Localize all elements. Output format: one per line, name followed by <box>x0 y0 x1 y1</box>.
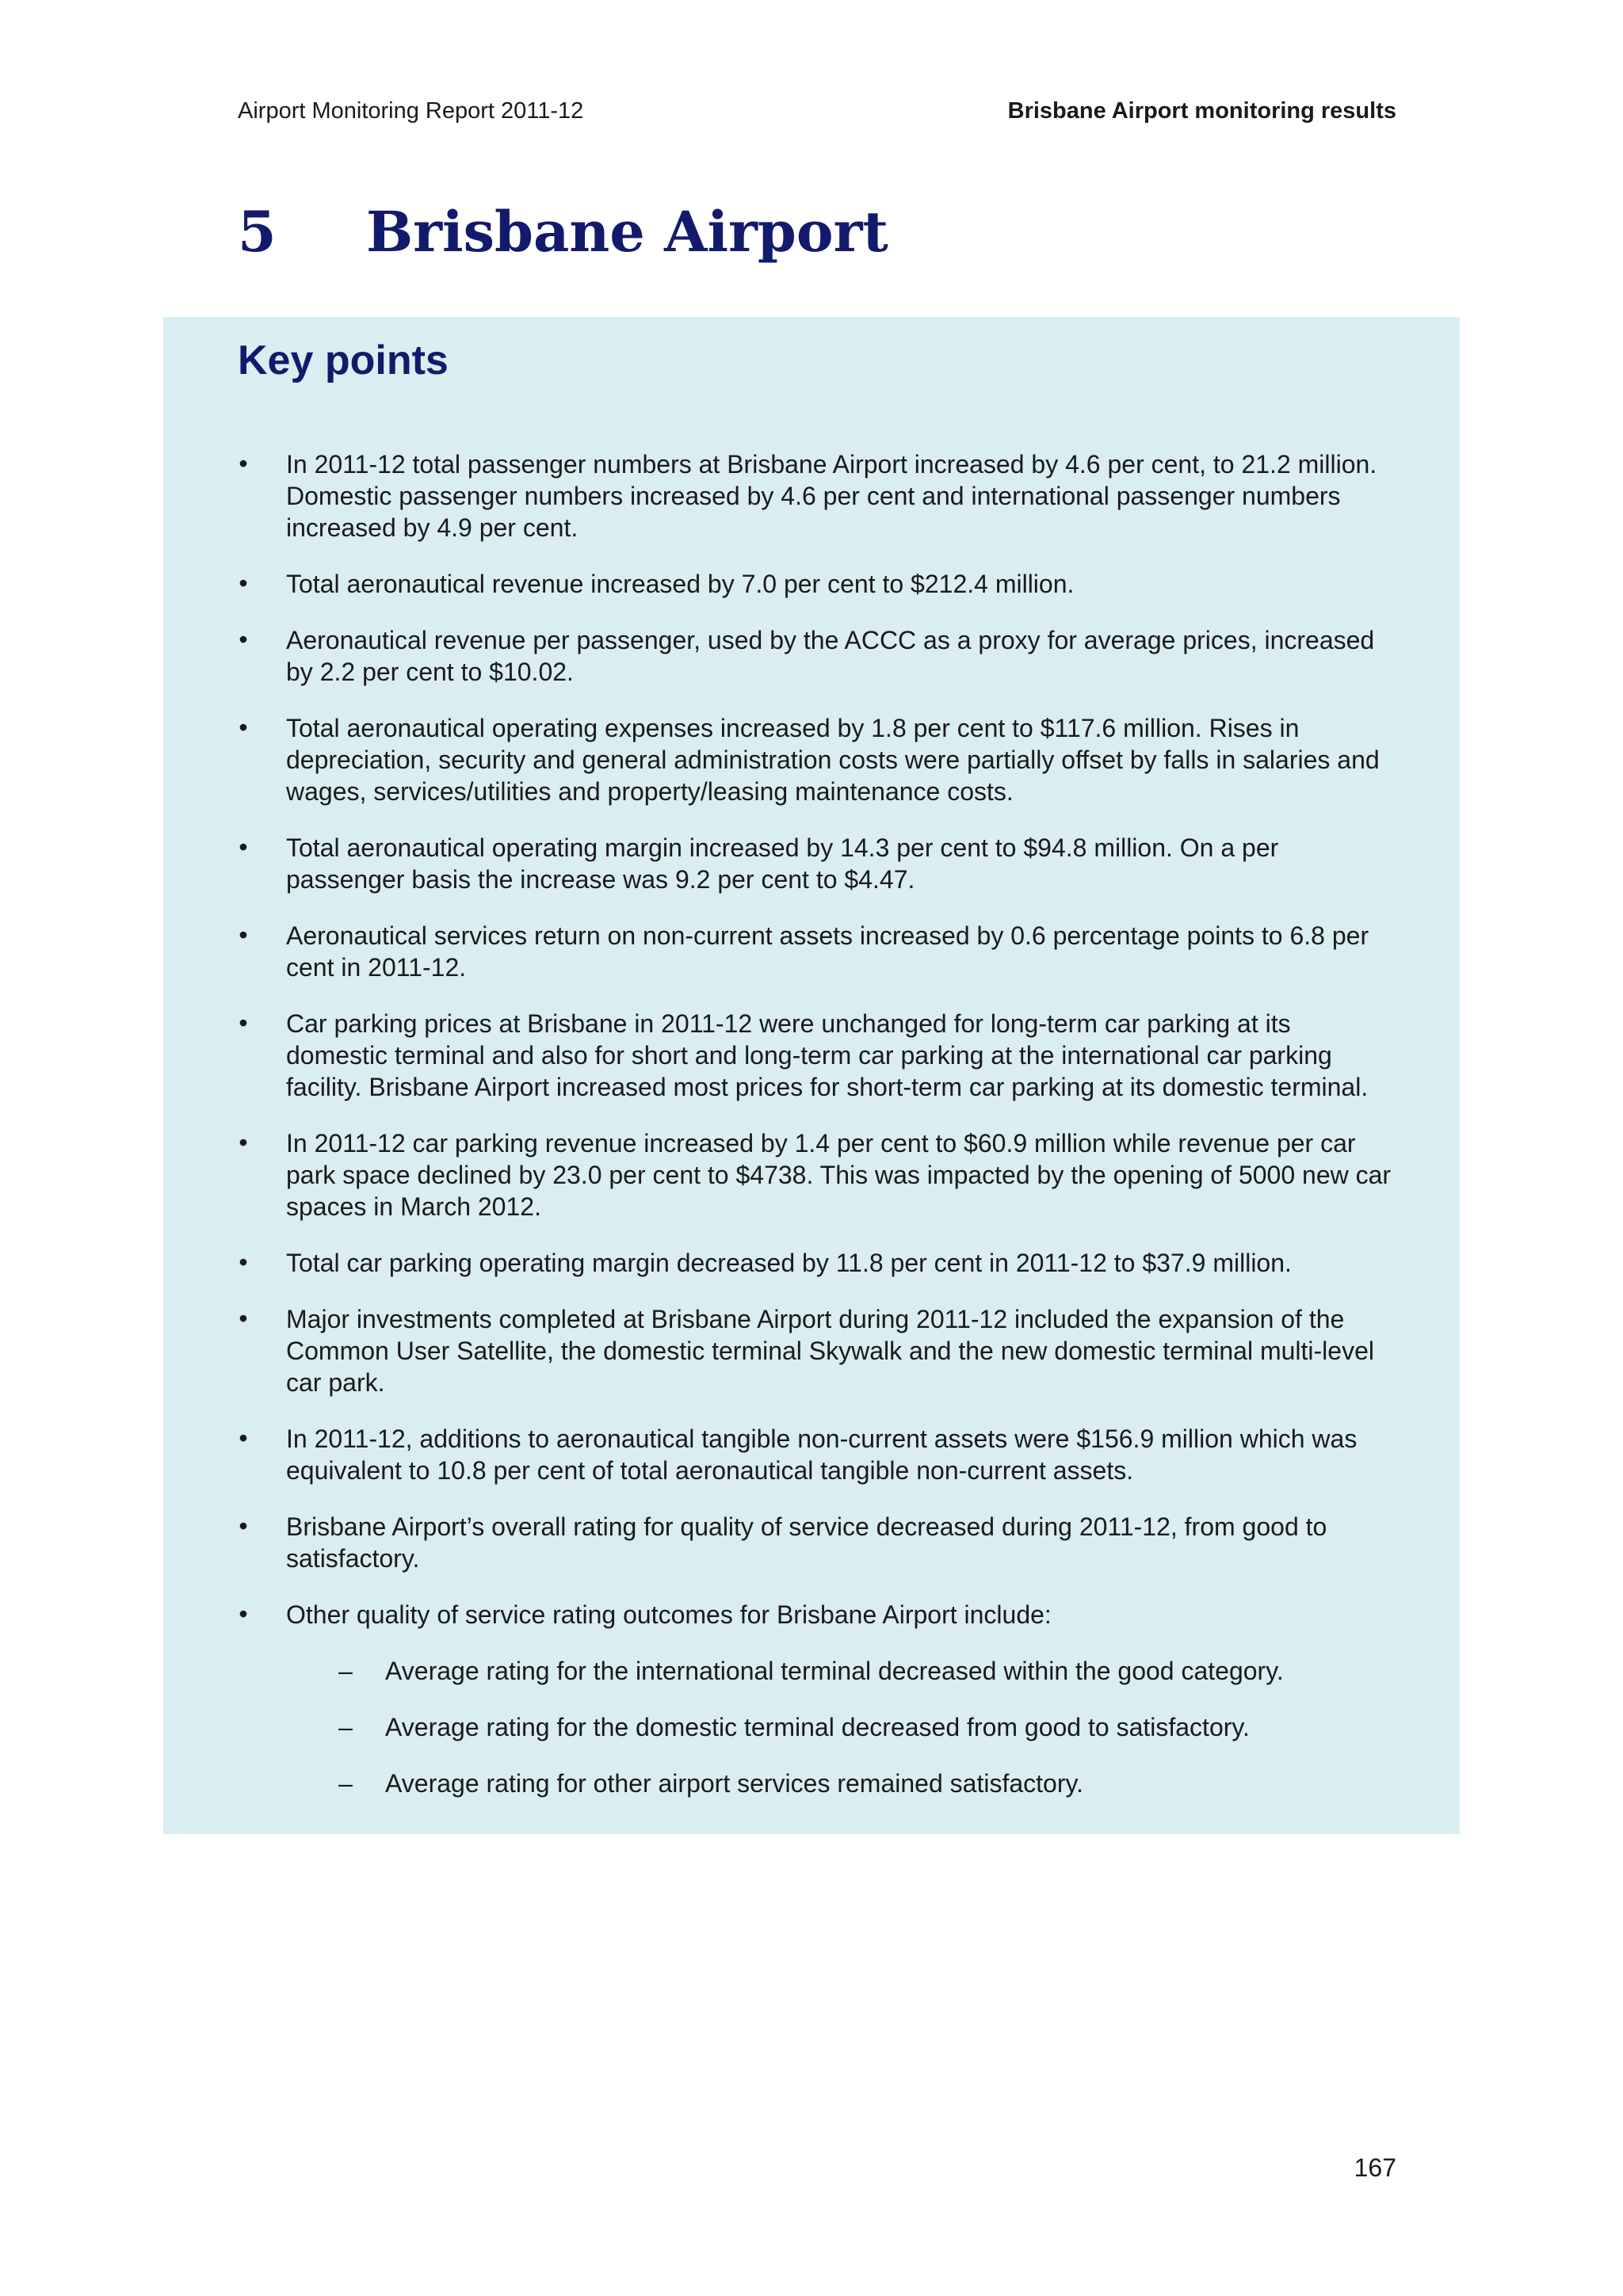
bullet-icon: • <box>239 1304 248 1333</box>
bullet-text: Total aeronautical operating margin increased by 14.3 per cent to $94.8 million. On a per passenger basis the increase was 9.2 per cent to $4.47. <box>286 833 1279 894</box>
bullet-text: Brisbane Airport’s overall rating for quality of service decreased during 2011-12, from good to satisfactory. <box>286 1512 1327 1573</box>
bullet-text: In 2011-12 car parking revenue increased by 1.4 per cent to $60.9 million while revenue per car park space declined by 23.0 per cent to $4738. This was impacted by the opening of 5000 new car spaces in March 2012. <box>286 1129 1392 1221</box>
bullet-icon: • <box>239 569 248 597</box>
running-header <box>238 95 1396 127</box>
list-item <box>163 832 1460 895</box>
bullet-text: Total car parking operating margin decreased by 11.8 per cent in 2011-12 to $37.9 million. <box>286 1249 1292 1277</box>
bullet-text: Car parking prices at Brisbane in 2011-12 were unchanged for long-term car parking at its domestic terminal and also for short and long-term car parking at the international car parking facility. Brisbane Airport increased most prices for short-term car parking at its domestic terminal. <box>286 1009 1369 1101</box>
list-item <box>163 1127 1460 1222</box>
list-item <box>163 448 1460 543</box>
list-item <box>163 1423 1460 1486</box>
bullet-icon: • <box>239 625 248 654</box>
bullet-text: Other quality of service rating outcomes for Brisbane Airport include: <box>286 1600 1052 1629</box>
bullet-icon: • <box>239 1009 248 1037</box>
list-item <box>163 920 1460 983</box>
dash-icon: – <box>338 1713 353 1741</box>
key-points-list <box>163 448 1460 1824</box>
list-item <box>163 712 1460 807</box>
dash-icon: – <box>338 1769 353 1798</box>
list-item <box>163 1599 1460 1799</box>
list-item <box>163 624 1460 688</box>
bullet-text: Aeronautical revenue per passenger, used by the ACCC as a proxy for average prices, increased by 2.2 per cent to $10.02. <box>286 626 1375 686</box>
bullet-text: Total aeronautical revenue increased by 7.0 per cent to $212.4 million. <box>286 570 1075 598</box>
chapter-number: 5 <box>238 199 277 265</box>
bullet-icon: • <box>239 921 248 949</box>
sub-list-item <box>286 1768 1396 1799</box>
list-item <box>163 1303 1460 1398</box>
bullet-text: Major investments completed at Brisbane Airport during 2011-12 included the expansion of the Common User Satellite, the domestic terminal Skywalk and the new domestic terminal multi-level car park. <box>286 1305 1374 1397</box>
report-title: Airport Monitoring Report 2011-12 <box>238 98 584 124</box>
sub-list <box>286 1655 1396 1799</box>
bullet-text: In 2011-12 total passenger numbers at Brisbane Airport increased by 4.6 per cent, to 21.2 million. Domestic passenger numbers increased by 4.6 per cent and international passenger numbers increased by 4.9 per cent. <box>286 450 1377 542</box>
bullet-icon: • <box>239 833 248 861</box>
bullet-icon: • <box>239 1512 248 1540</box>
sub-list-item <box>286 1711 1396 1743</box>
bullet-text: Total aeronautical operating expenses increased by 1.8 per cent to $117.6 million. Rises in depreciation, security and general administration costs were partially offset by falls in salaries and wages, services/utilities and property/leasing maintenance costs. <box>286 714 1380 806</box>
sub-bullet-text: Average rating for the domestic terminal decreased from good to satisfactory. <box>385 1713 1250 1741</box>
key-points-title: Key points <box>238 338 449 383</box>
key-points-box <box>163 317 1460 1834</box>
section-title: Brisbane Airport monitoring results <box>1007 98 1396 124</box>
list-item <box>163 1247 1460 1279</box>
list-item <box>163 1511 1460 1574</box>
chapter-title: Brisbane Airport <box>366 199 888 265</box>
list-item <box>163 568 1460 600</box>
bullet-text: Aeronautical services return on non-current assets increased by 0.6 percentage points to 6.8 per cent in 2011-12. <box>286 921 1369 982</box>
bullet-icon: • <box>239 1600 248 1628</box>
bullet-icon: • <box>239 713 248 742</box>
list-item <box>163 1008 1460 1103</box>
dash-icon: – <box>338 1657 353 1685</box>
bullet-icon: • <box>239 1424 248 1452</box>
bullet-icon: • <box>239 449 248 478</box>
bullet-text: In 2011-12, additions to aeronautical tangible non-current assets were $156.9 million which was equivalent to 10.8 per cent of total aeronautical tangible non-current assets. <box>286 1425 1358 1485</box>
sub-bullet-text: Average rating for other airport services remained satisfactory. <box>385 1769 1083 1798</box>
page-number: 167 <box>1354 2153 1396 2182</box>
sub-bullet-text: Average rating for the international terminal decreased within the good category. <box>385 1657 1284 1685</box>
sub-list-item <box>286 1655 1396 1687</box>
bullet-icon: • <box>239 1248 248 1276</box>
bullet-icon: • <box>239 1128 248 1157</box>
